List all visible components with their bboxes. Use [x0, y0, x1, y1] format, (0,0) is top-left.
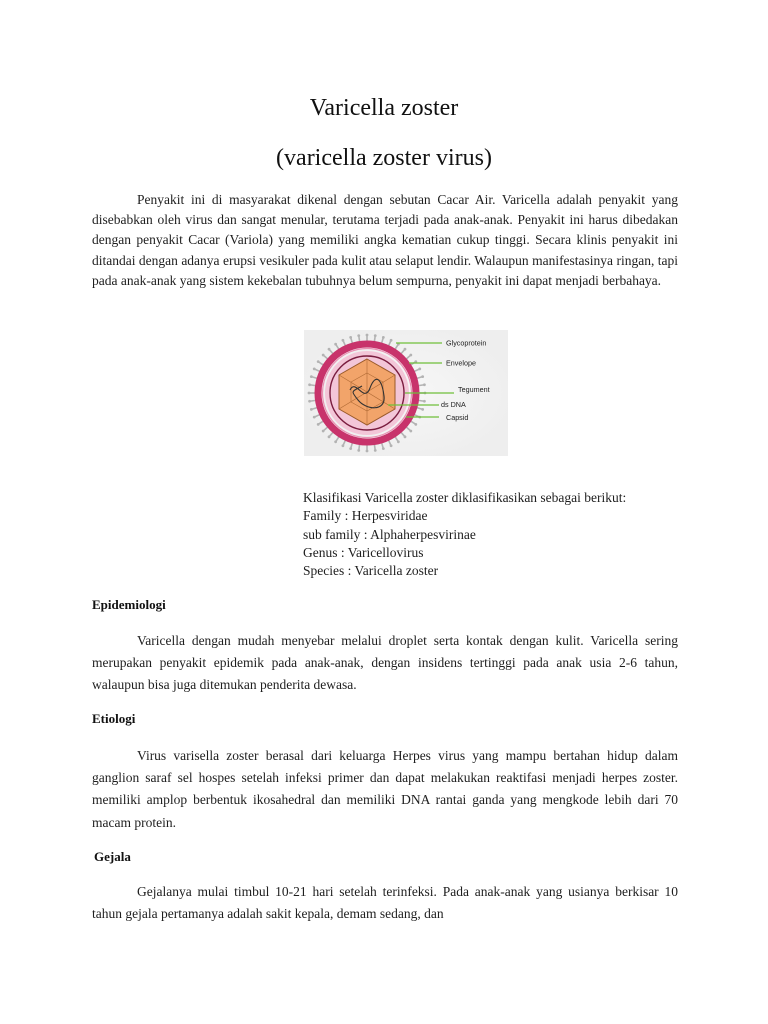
- glycoprotein-knob: [357, 449, 360, 452]
- glycoprotein-knob: [418, 368, 421, 371]
- epidemiologi-text: Varicella dengan mudah menyebar melalui droplet serta kontak dengan kulit. Varicella sering merupakan penyakit epidemik pada anak-anak, dengan insidens tertinggi pada anak usia 2-6 tahun, walaupun bisa juga ditemukan penderita dewasa.: [92, 633, 678, 693]
- glycoprotein-knob: [308, 400, 311, 403]
- label-envelope: Envelope: [446, 358, 476, 368]
- document-title: Varicella zoster: [309, 95, 459, 121]
- glycoprotein-knob: [397, 440, 400, 443]
- glycoprotein-knob: [322, 354, 325, 357]
- intro-paragraph-text: Penyakit ini di masyarakat dikenal dengan sebutan Cacar Air. Varicella adalah penyakit yang disebabkan oleh virus dan sangat menular, terutama terjadi pada anak-anak. Penyakit ini harus dibedakan dengan penyakit Cacar (Variola) yang memiliki angka kematian cukup tinggi. Secara klinis penyakit ini ditandai dengan adanya erupsi vesikuler pada kulit atau selaput lendir. Walaupun manifestasinya ringan, tapi pada anak-anak yang sistem kekebalan tubuhnya belum sempurna, penyakit ini dapat menjadi berbahaya.: [92, 192, 678, 288]
- glycoprotein-knob: [357, 334, 360, 337]
- glycoprotein-knob: [308, 392, 311, 395]
- epidemiologi-paragraph: [92, 630, 678, 697]
- glycoprotein-knob: [390, 339, 393, 342]
- glycoprotein-knob: [334, 440, 337, 443]
- intro-paragraph: [92, 190, 678, 291]
- heading-gejala: Gejala: [94, 849, 131, 864]
- glycoprotein-knob: [382, 336, 385, 339]
- classification-subfamily: sub family : Alphaherpesvirinae: [303, 526, 476, 542]
- glycoprotein-knob: [390, 444, 393, 447]
- label-tegument: Tegument: [458, 385, 490, 394]
- glycoprotein-knob: [382, 447, 385, 450]
- virus-structure-diagram: [304, 330, 508, 456]
- glycoprotein-knob: [366, 334, 369, 337]
- glycoprotein-knob: [342, 339, 345, 342]
- classification-species: Species : Varicella zoster: [303, 563, 439, 579]
- gejala-paragraph: [92, 881, 678, 925]
- glycoprotein-knob: [409, 354, 412, 357]
- glycoprotein-knob: [421, 375, 424, 378]
- glycoprotein-knob: [414, 423, 417, 426]
- label-capsid: Capsid: [446, 413, 469, 422]
- glycoprotein-knob: [349, 447, 352, 450]
- glycoprotein-knob: [423, 400, 426, 403]
- document-subtitle: (varicella zoster virus): [276, 145, 492, 171]
- glycoprotein-knob: [310, 408, 313, 411]
- glycoprotein-knob: [322, 430, 325, 433]
- glycoprotein-knob: [423, 383, 426, 386]
- glycoprotein-knob: [317, 360, 320, 363]
- glycoprotein-knob: [374, 334, 377, 337]
- glycoprotein-knob: [421, 408, 424, 411]
- classification-genus: Genus : Varicellovirus: [303, 544, 424, 560]
- glycoprotein-knob: [334, 343, 337, 346]
- classification-family: Family : Herpesviridae: [303, 508, 428, 524]
- label-glycoprotein: Glycoprotein: [446, 338, 487, 348]
- glycoprotein-knob: [313, 416, 316, 419]
- glycoprotein-knob: [349, 336, 352, 339]
- classification-block: [303, 489, 683, 580]
- glycoprotein-knob: [342, 444, 345, 447]
- glycoprotein-knob: [317, 423, 320, 426]
- etiologi-paragraph: [92, 745, 678, 834]
- glycoprotein-knob: [404, 435, 407, 438]
- glycoprotein-knob: [313, 368, 316, 371]
- glycoprotein-knob: [308, 383, 311, 386]
- label-ds-dna: ds DNA: [441, 400, 466, 409]
- glycoprotein-knob: [374, 449, 377, 452]
- virus-structure-svg: [304, 330, 508, 456]
- glycoprotein-knob: [404, 348, 407, 351]
- glycoprotein-knob: [366, 450, 369, 453]
- glycoprotein-knob: [328, 435, 331, 438]
- heading-epidemiologi: Epidemiologi: [92, 597, 166, 612]
- heading-etiologi: Etiologi: [92, 711, 136, 726]
- etiologi-text: Virus varisella zoster berasal dari keluarga Herpes virus yang mampu bertahan hidup dalam ganglion saraf sel hospes setelah infeksi primer dan dapat melakukan reaktifasi menjadi herpes zoster. memiliki amplop berbentuk ikosahedral dan memiliki DNA rantai ganda yang mengkode lebih dari 70 macam protein.: [92, 748, 678, 830]
- glycoprotein-knob: [409, 430, 412, 433]
- classification-intro: Klasifikasi Varicella zoster diklasifikasikan sebagai berikut:: [303, 490, 627, 505]
- glycoprotein-knob: [310, 375, 313, 378]
- gejala-text: Gejalanya mulai timbul 10-21 hari setelah terinfeksi. Pada anak-anak yang usianya berkisar 10 tahun gejala pertamanya adalah sakit kepala, demam sedang, dan: [92, 884, 678, 922]
- glycoprotein-knob: [328, 348, 331, 351]
